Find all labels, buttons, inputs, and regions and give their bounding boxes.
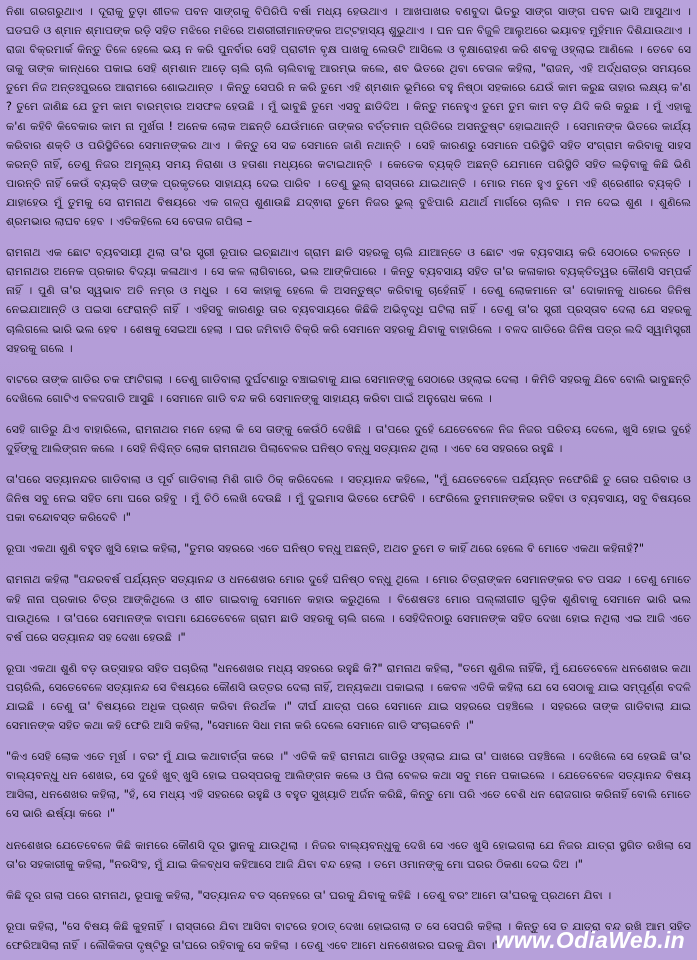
story-paragraph: ଧନଶେଖର ଯେତେବେଳେ କିଛି କାମରେ କୌଣସି ଦୂର ସ୍ଥାନକୁ ଯାଉଥିଲା । ନିଜର ବାଲ୍ୟବନ୍ଧୁକୁ ଦେଖି ସେ ଏତେ ଖୁସି ହୋଇଗଲା ଯେ ନିଜର ଯାତ୍ରା ସ୍ଥଗିତ ରଖିଲା ସେ ତା'ର ସହକାରୀକୁ କହିଲା, "ନରସିଂହ, ମୁଁ ଯାଇ କିଳବ୍ଧସ କହିଆସେ ଆଜି ଯିବା ବନ୍ଦ ହେଲା । ତମେ ଓମାନଙ୍କୁ ମୋ ଘରର ଠିକଣା ଦେଇ ଦିଅ ।" xyxy=(6,838,691,871)
story-paragraph: ରାମନାଥ କହିଲା "ପନ୍ଦରବର୍ଷ ପର୍ଯ୍ୟନ୍ତ ସତ୍ୟାନନ୍ଦ ଓ ଧନଶେଖର ମୋର ଦୁହେଁ ଘନିଷ୍ଠ ବନ୍ଧୁ ଥିଲେ । ମୋର ଚିତ୍ରାଙ୍କନ ସେମାନଙ୍କର ବଡ ପସନ୍ଦ । ତେଣୁ ମୋତେ କହି ନାନା ପ୍ରକାର ଚିତ୍ର ଆଙ୍କିଥିଲେ ଓ ଶୀତ ଗାଇବାକୁ ସେମାନେ କହାଉ କରୁଥିଲେ । ବିଶେଷତଃ ମୋର ପଲ୍ଲୀଗୀତ ଗୁଡ଼ିକ ଶୁଣିବାକୁ ସେମାନେ ଭାରି ଭଲ ପାଉଥିଲେ । ତା'ପରେ ସେମାନଙ୍କ ବାପମା ଯେତେବେଳେ ଗ୍ରାମ ଛାଡି ସହରକୁ ଚାଲି ଗଲେ । ସେହିଦିନଠାରୁ ସେମାନଙ୍କ ସହିତ ଦେଖା ହୋଇ ନଥିଲା ଏଇ ଆଜି ଏତେ ବର୍ଷ ପରେ ସତ୍ୟାନନ୍ଦ ସହ ଦେଖା ହେଉଛି ।" xyxy=(6,573,691,644)
story-paragraph: ନିଶା ଗରଗରୁଥାଏ । ଦୂରାକୁ ତୁଡ଼ା ଶୀତଳ ପବନ ସାଙ୍ଗକୁ ବିପିରିପି ବର୍ଷା ମଧ୍ୟ ହେଉଥାଏ । ଆଖପାଖର ବଣବୁଦା ଭିତରୁ ସାଙ୍ଗ ସାଙ୍ଗ ପବନ ଭାସି ଆସୁଥାଏ । ଘଡଘଡି ଓ ଶ୍ମାନ ଶ୍ମାପଙ୍କ ରଡ଼ି ସହିତ ମଝିରେ ମଝିରେ ଅଶରୀରୀମାନଙ୍କର ଅଟ୍ଟହାସ୍ୟ ଶୁଭୁଥାଏ । ଘନ ଘନ ବିଜୁଳି ଆଲୁଅରେ ଭୟାବହ ମୁହଁମାନ ଦିଶିଯାଉଥାଏ । ରାଜା ବିକ୍ରମାର୍କ କିନ୍ତୁ ତିଳେ ହେଲେ ଭୟ ନ କରି ପୁନର୍ବାର ସେହି ପ୍ରାଚୀନ ବୃକ୍ଷ ପାଖକୁ ଲେଉଟି ଆସିଲେ ଓ ବୃକ୍ଷାରୋହଣ କରି ଶବକୁ ଓହ୍ଲାଇ ଆଣିଲେ । ତେବେ ସେ ତାକୁ ତାଙ୍କ କାନ୍ଧରେ ପକାଇ ସେହି ଶ୍ମଶାନ ଆଡ଼େ ଚାଲି ଚାଲି ଚାଲିବାକୁ ଆରମ୍ଭ କଲେ, ଶବ ଭିତରେ ଥିବା ବେତାଳ କହିଲା, "ରାଜନ୍, ଏହି ଅର୍ଦ୍ଧରାତ୍ର ସମୟରେ ତୁମେ ନିଜ ଅନ୍ତଃପୁରରେ ଆରାମରେ ଶୋଇଥାନ୍ତ । କିନ୍ତୁ ସେପରି ନ କରି ତୁମେ ଏହି ଶ୍ମଶାନ ଭୂମିରେ ବହୁ ନିଷ୍ଠା ସହକାରେ ଯେଉଁ କାମ କରୁଛ ତାହାର ଲକ୍ଷ୍ୟ କ'ଣ ? ତୁମେ ଜାଣିଛ ଯେ ତୁମ କାମ ବାରମ୍ବାର ଅସଫଳ ହେଉଛି । ମୁଁ ଭାବୁଛି ତୁମେ ଏସବୁ ଛାଡିଦିଅ । କିନ୍ତୁ ମନେହୁଏ ତୁମେ ତୁମ କାମ ବଡ଼ ଯିଦି କରି କରୁଛ । ମୁଁ ଏହାକୁ କ'ଣ କହିବି କିବେକାର କାମ ନା ମୁର୍ଖତା ! ଅନେକ ଲୋକ ଅଛନ୍ତି ଯେଉଁମାନେ ତାଙ୍କର ବର୍ତ୍ତମାନ ପ୍ରିତିରେ ଅସନ୍ତୁଷ୍ଟ ହୋଇଥାନ୍ତି । ସେମାନଙ୍କ ଭିତରେ କାର୍ଯ୍ୟ କରିବାର ଶକ୍ତି ଓ ପରିସ୍ଥିତିରେ ସେମାନଙ୍କର ଥାଏ । କିନ୍ତୁ ସେ ସଚ୍ଚ ସେମାନେ ଜାଣି ନଥାନ୍ତି । ସେହି କାରଣରୁ ସେମାନେ ପରିସ୍ଥିତି ସହିତ ସଂଗ୍ରାମ କରିବାକୁ ସାହସ କରନ୍ତି ନାହିଁ, ତେଣୁ ନିଜର ଅମୂଲ୍ୟ ସମୟ ନିରାଶା ଓ ହତାଶା ମଧ୍ୟରେ କଟାଇଥାନ୍ତି । କେତେକ ବ୍ୟକ୍ତି ଅଛନ୍ତି ଯେମାନେ ପରିସ୍ଥିତି ସହିତ ଲଢ଼ିବାକୁ କିଛି ଭିଣି ପାରନ୍ତି ନାହିଁ କେଉଁ ବ୍ୟକ୍ତି ତାଙ୍କ ପ୍ରକୃତରେ ସାହାଯ୍ୟ ଦେଇ ପାରିବ । ତେଣୁ ଭୁଲ୍ ରାସ୍ତାରେ ଯାଇଥାନ୍ତି । ମୋର ମନେ ହୁଏ ତୁମେ ଏହି ଶ୍ରେଣୀର ବ୍ୟକ୍ତି । ଯାହାହେଉ ମୁଁ ତୁମକୁ ସେ ରାମନାଥ ବିଷୟରେ ଏକ ଗଳ୍ପ ଶୁଣାଉଛି ଯଦ୍ଵାରା ତୁମେ ନିଜର ଭୁଲ୍ ବୁଝିପାରି ଯଥାର୍ଥ ମାର୍ଗରେ ଚାଲିବ । ମନ ଦେଇ ଶୁଣ । ଶୁଣିଲେ ଶ୍ରମଭାର ଲାଘବ ହେବ । ଏତିକହିଲେ ସେ ବେତାଳ ଗପିଲା – xyxy=(6,5,691,229)
story-paragraph: ତା'ପରେ ସତ୍ୟାନନ୍ଦର ଗାଡିବାଲା ଓ ପୂର୍ବ ଗାଡିବାଲା ମିଶି ଗାଡି ଠିକ୍ କରିଦେଲେ । ସତ୍ୟାନନ୍ଦ କହିଲେ, "ମୁଁ ଯେତେବେଳେ ପର୍ଯ୍ୟନ୍ତ ନଫେରିଛି ତୁ ତୋର ପରିବାର ଓ ଜିନିଷ ସବୁ ନେଇ ସହିତ ମୋ ଘରେ ରହିବୁ । ମୁଁ ଚିଠି ଲେଖି ଦେଉଛି । ମୁଁ ଦୁଇମାସ ଭିତରେ ଫେରିବି । ଫେରିଲେ ତୁମମାନଙ୍କର ରହିବା ଓ ବ୍ୟବସାୟ, ସବୁ ବିଷୟରେ ପକା ବନ୍ଦୋବସ୍ତ କରିଦେବି ।" xyxy=(6,473,691,525)
paragraph-spacer xyxy=(6,527,691,539)
story-paragraph: କିଛି ଦୂର ଗଲା ପରେ ରାମନାଥ, ରୂପାକୁ କହିଲା, "ସତ୍ୟାନନ୍ଦ ବଡ ସ୍ନେହରେ ତା' ଘରକୁ ଯିବାକୁ କହିଛି । ତେଣୁ ବରଂ ଆମେ ତା'ଘରକୁ ପ୍ରଥମେ ଯିବା । xyxy=(6,888,612,902)
paragraph-spacer xyxy=(6,458,691,470)
story-paragraph: ରୂପା ଏକଥା ଶୁଣି ବଡ଼ ଉତ୍ସାହର ସହିତ ପଚାରିଲା "ଧନଶେଖର ମଧ୍ୟ ସହରରେ ରହୁଛି କି?" ରାମନାଥ କହିଲା, "ତମେ ଶୁଣିଲ ନାହିଁକି, ମୁଁ ଯେତେବେଳେ ଧନଶେଖର କଥା ପଚାରିଲି, ସେତେବେଳେ ସତ୍ୟାନନ୍ଦ ସେ ବିଷୟରେ କୌଣସି ଉତ୍ତର ଦେଲା ନାହିଁ, ଅନ୍ୟକଥା ପକାଇଲା । କେବଳ ଏତିକି କହିଲା ଯେ ସେ ସେଠାକୁ ଯାଇ ସମ୍ପୂର୍ଣ୍ଣ ବଦଳି ଯାଇଛି । ତେଣୁ ତା' ବିଷୟରେ ଅଧିକ ପ୍ରଶ୍ନ କରିବା ନିରର୍ଥକ ।" ଦୀର୍ଘ ଯାତ୍ରା ପରେ ସେମାନେ ଯାଇ ସହରରେ ପହଞ୍ଚିଲେ । ସହରରେ ତାଙ୍କ ଗାଡିବାଲା ଯାଇ ସେମାନଙ୍କ ସହିତ କଥା କହି ଫେରି ଆସି କହିଲା, "ସେମାନେ ସିଧା ମନା କରି ଦେଲେ ସେମାନେ ଗାଡି ସଂଚାଇବେନି ।" xyxy=(6,661,692,733)
story-paragraph: ସେହି ଗାଡିରୁ ଯିଏ ବାହାରିଲେ, ରାମନାଥର ମନେ ହେଲା କି ସେ ତାଙ୍କୁ କେଉଁଠି ଦେଖିଛି । ତା'ପରେ ଦୁହେଁ ଯେତେବେଳେ ନିଜ ନିଜର ପରିଚୟ ଦେଲେ, ଖୁସି ହୋଇ ଦୁହେଁ ଦୁହିଁଙ୍କୁ ଆଲିଙ୍ଗନ କଲେ । ସେହି ନିଶ୍ଚିନ୍ତ ଲୋକ ରାମନାଥର ପିଲାବେଳର ଘନିଷ୍ଠ ବନ୍ଧୁ ସତ୍ୟାନନ୍ଦ ଥିଲା । ଏବେ ସେ ସହରରେ ରହୁଛି । xyxy=(6,422,691,455)
paragraph-spacer xyxy=(6,647,691,659)
story-paragraph: ରାମନାଥ ଏକ ଛୋଟ ବ୍ୟବସାୟୀ ଥିଲା ତା'ର ସ୍ତ୍ରୀ ରୂପାର ଇଚ୍ଛାଥାଏ ଗ୍ରାମ ଛାଡି ସହରକୁ ଚାଲି ଯାଆନ୍ତେ ଓ ଛୋଟ ଏକ ବ୍ୟବସାୟ କରି ସେଠାରେ ଚଳନ୍ତେ । ରାମନାଥର ଅନେକ ପ୍ରକାର ବିଦ୍ୟା କଳାଥାଏ । ସେ କଳ ଲାଗିବାରେ, ଭଲ ଆଙ୍କିପାରେ । କିନ୍ତୁ ବ୍ୟବସାୟ ସହିତ ତା'ର କଳାକାର ବ୍ୟକ୍ତିତ୍ୱର କୌଣସି ସମ୍ପର୍କ ନାହିଁ । ପୁଣି ତା'ର ସ୍ୱଭାବ ଅତି ନମ୍ର ଓ ମଧୁର । ସେ କାହାକୁ ହେଲେ କି ଅସନ୍ତୁଷ୍ଟ କରିବାକୁ ଚାହେଁନାହିଁ । ତେଣୁ ଲୋକମାନେ ତା' ଦୋକାନକୁ ଧାରରେ ଜିନିଷ ନେଇଯାଆନ୍ତି ଓ ପଇସା ଫେରାନ୍ତି ନାହିଁ । ଏହିସବୁ କାରଣରୁ ତାର ବ୍ୟବସାୟରେ କିଛିକି ଅଭିବୃଦ୍ଧି ଘଟିଲା ନାହିଁ । ତେଣୁ ତା'ର ସ୍ତ୍ରୀ ପ୍ରସ୍ତାବ ଦେଲା ଯେ ସହରକୁ ଚାଲିଗଲେ ଭାରି ଭଲ ହେବ । ଶେଷକୁ ସେଇଆ ହେଲା । ଘର ଜମିବାଡି ବିକ୍ରି କରି ସେମାନେ ସହରକୁ ଯିବାକୁ ବାହାରିଲେ । ବଳଦ ଗାଡିରେ ଜିନିଷ ପତ୍ର ଲଦି ସ୍ୱାମିସ୍ତ୍ରୀ ସହରକୁ ଗଲେ । xyxy=(6,246,691,355)
paragraph-spacer xyxy=(6,824,691,836)
paragraph-spacer xyxy=(6,905,691,917)
story-paragraph: ବାଟରେ ତାଙ୍କ ଗାଡିର ଚକ ଫାଟିଗଲା । ତେଣୁ ଗାଡିବାଲା ଦୁର୍ଘଟଣାରୁ ବଞ୍ଚାଇବାକୁ ଯାଇ ସେମାନଙ୍କୁ ସେଠାରେ ଓହ୍ଲାଇ ଦେଲା । କିମିତି ସହରକୁ ଯିବେ ବୋଲି ଭାବୁଛନ୍ତି ଦେଖିଲେ ଗୋଟିଏ ବଳଦଗାଡି ଆସୁଛି । ସେମାନେ ଗାଡି ବନ୍ଦ କରି ସେମାନଙ୍କୁ ସାହାଯ୍ୟ କରିବା ପାଇଁ ଅନୁରୋଧ କଲେ । xyxy=(6,372,691,405)
paragraph-spacer xyxy=(6,735,691,747)
paragraph-spacer xyxy=(6,231,691,243)
paragraph-spacer xyxy=(6,558,691,570)
story-paragraph: ରୂପା କହିଲା, "ସେ ବିଷୟ କିଛି କୁହନାହିଁ । ରାସ୍ତାରେ ଯିବା ଆସିବା ବାଟରେ ହଠାତ୍ ଦେଖା ହୋଇଗଲା ତ ସେ ସେପରି କହିଲା । କିନ୍ତୁ ସେ ତ ଯାତ୍ରା ବନ୍ଦ ରଖି ଆମ ସହିତ ଫେରିଆସିଲା ନାହିଁ । ଲୌକିକତା ଦୃଷ୍ଟିରୁ ତା'ଘରେ ରହିବାକୁ ସେ କହିଲା । ତେଣୁ ଏବେ ଆମେ ଧନଶେଖରର ଘରକୁ ଯିବା ।" xyxy=(6,919,691,952)
paragraph-spacer xyxy=(6,358,691,370)
paragraph-spacer xyxy=(6,874,691,886)
paragraph-spacer xyxy=(6,408,691,420)
story-paragraph: ରୂପା ଏକଥା ଶୁଣି ବହୁତ ଖୁସି ହୋଇ କହିଲା, "ତୁମର ସହରରେ ଏତେ ଘନିଷ୍ଠ ବନ୍ଧୁ ଅଛନ୍ତି, ଅଥଚ ତୁମେ ତ କାହିଁ ଥରେ ହେଲେ ବି ମୋତେ ଏକଥା କହିନାହଁ?" xyxy=(6,542,645,556)
site-watermark: www.OdiaWeb.in xyxy=(495,927,685,953)
story-paragraph: "କିଏ ସେହି ଲୋକ ଏତେ ମୂର୍ଖ । ବରଂ ମୁଁ ଯାଇ କଥାବାର୍ତ୍ତା କରେ ।" ଏତିକି କହି ରାମନାଥ ଗାଡିରୁ ଓହ୍ଲାଇ ଯାଇ ତା' ପାଖରେ ପହଞ୍ଚିଲେ । ଦେଖିଲେ ସେ ହେଉଛି ତା'ର ବାଲ୍ୟବନ୍ଧୁ ଧନ ଶେଖର, ସେ ଦୁହେଁ ଖୁବ୍ ଖୁସି ହୋଇ ପରସ୍ପରକୁ ଆଲିଙ୍ଗନ କଲେ ଓ ପିଲା ବେଳର କଥା ସବୁ ମନେ ପକାଇଲେ । ଯେତେବେଳେ ସତ୍ୟାନନ୍ଦ ବିଷୟ ଆସିଲା, ଧନଶେଖର କହିଲା, "ହଁ, ସେ ମଧ୍ୟ ଏହି ସହରରେ ରହୁଛି ଓ ବହୁତ ସୁଖ୍ୟାତି ଅର୍ଜନ କରିଛି, କିନ୍ତୁ ମୋ ପରି ଏତେ ବେଶି ଧନ ରୋଜଗାର କରିନାହିଁ ବୋଲି ମୋତେ ସେ ଭାରି ଈର୍ଷ୍ୟା କରେ ।" xyxy=(6,750,691,821)
